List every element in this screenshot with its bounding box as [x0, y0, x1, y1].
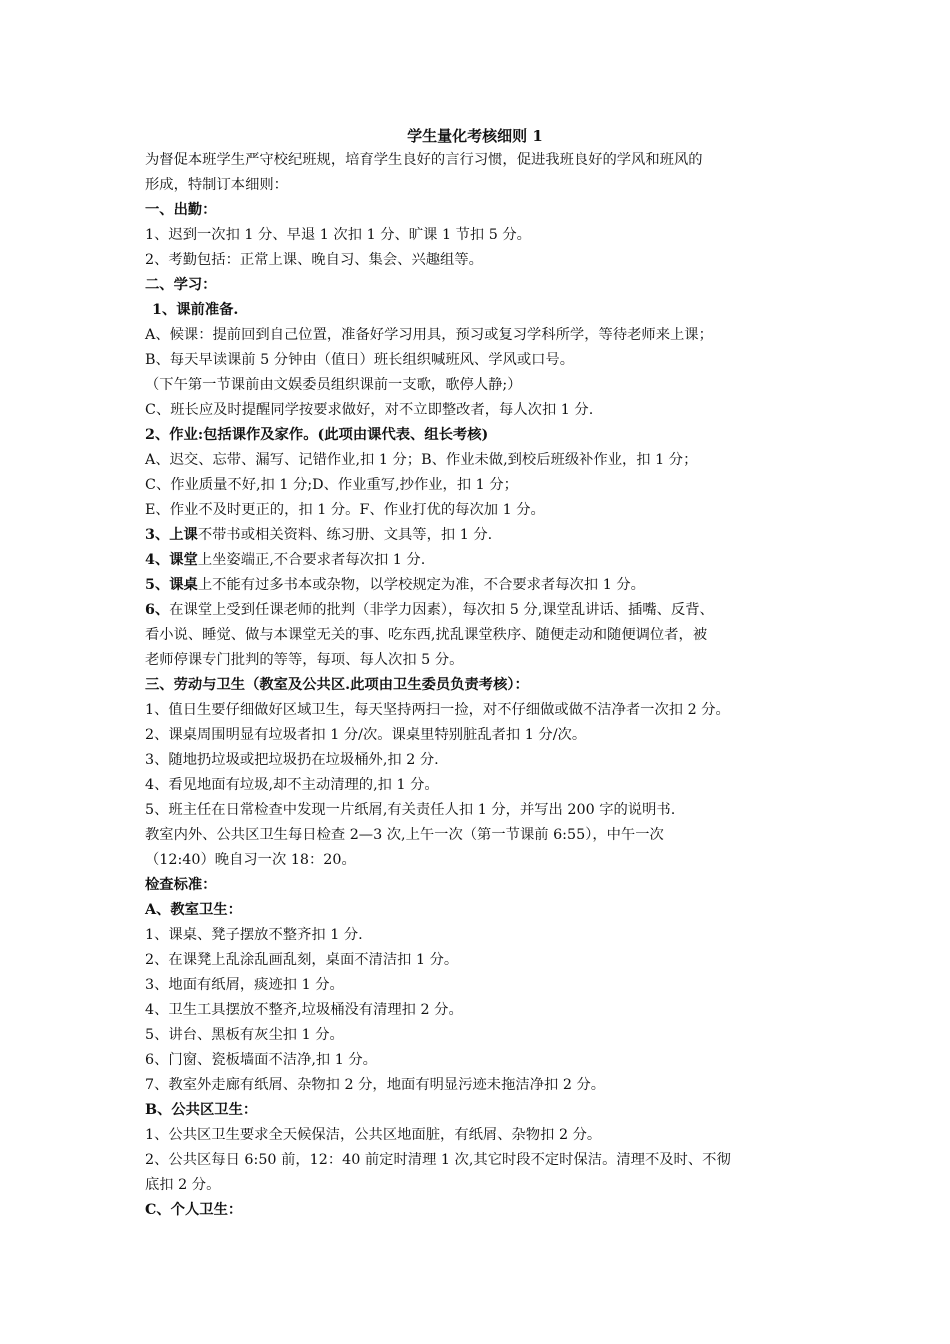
- text-line: 4、卫生工具摆放不整齐,垃圾桶没有清理扣 2 分。: [145, 1002, 463, 1018]
- text-line: C、作业质量不好,扣 1 分;D、作业重写,抄作业，扣 1 分；: [145, 477, 518, 493]
- text-line: [145, 548, 825, 573]
- text-line: 3、地面有纸屑，痰迹扣 1 分。: [145, 977, 344, 993]
- subsection-heading: 1、课前准备.: [152, 302, 239, 318]
- item-text: 上不能有过多书本或杂物，以学校规定为准，不合要求者每次扣 1 分。: [197, 577, 645, 593]
- text-line: 2、考勤包括：正常上课、晚自习、集会、兴趣组等。: [145, 252, 483, 268]
- section-heading: 三、劳动与卫生（教室及公共区.此项由卫生委员负责考核）：: [145, 677, 529, 693]
- text-line: 3、随地扔垃圾或把垃圾扔在垃圾桶外,扣 2 分.: [145, 752, 439, 768]
- item-text: 不带书或相关资料、练习册、文具等，扣 1 分.: [197, 527, 493, 543]
- item-lead: 5、课桌: [145, 577, 198, 593]
- text-line: 1、迟到一次扣 1 分、早退 1 次扣 1 分、旷课 1 节扣 5 分。: [145, 227, 531, 243]
- item-lead: 4、课堂: [145, 552, 198, 568]
- document-body: [145, 148, 825, 1223]
- item-text: 在课堂上受到任课老师的批判（非学力因素），每次扣 5 分,课堂乱讲话、插嘴、反背、: [169, 602, 714, 618]
- text-line: 教室内外、公共区卫生每日检查 2—3 次,上午一次（第一节课前 6:55），中午一次: [145, 827, 664, 843]
- text-line: 1、值日生要仔细做好区域卫生，每天坚持两扫一捡，对不仔细做或做不洁净者一次扣 2 分。: [145, 702, 730, 718]
- text-line: [145, 523, 825, 548]
- text-line: （12:40）晚自习一次 18：20。: [145, 852, 356, 868]
- text-line: [145, 573, 825, 598]
- text-line: 2、公共区每日 6:50 前，12：40 前定时清理 1 次,其它时段不定时保洁。清理不及时、不彻: [145, 1152, 731, 1168]
- section-heading: C、个人卫生：: [145, 1202, 243, 1218]
- text-line: A、迟交、忘带、漏写、记错作业,扣 1 分；B、作业未做,到校后班级补作业，扣 1 分；: [145, 452, 698, 468]
- text-line: 为督促本班学生严守校纪班规，培育学生良好的言行习惯，促进我班良好的学风和班风的: [145, 152, 703, 168]
- section-heading: B、公共区卫生：: [145, 1102, 258, 1118]
- section-heading: 二、学习：: [145, 277, 217, 293]
- text-line: 6、门窗、瓷板墙面不洁净,扣 1 分。: [145, 1052, 377, 1068]
- text-line: [145, 598, 825, 623]
- text-line: 1、公共区卫生要求全天候保洁，公共区地面脏，有纸屑、杂物扣 2 分。: [145, 1127, 602, 1143]
- section-heading: 2、作业:包括课作及家作。(此项由课代表、组长考核): [145, 427, 489, 443]
- document-title: 学生量化考核细则 1: [407, 127, 543, 145]
- text-line: 4、看见地面有垃圾,却不主动清理的,扣 1 分。: [145, 777, 439, 793]
- text-line: 形成，特制订本细则：: [145, 177, 288, 193]
- item-lead: 3、上课: [145, 527, 198, 543]
- text-line: 老师停课专门批判的等等，每项、每人次扣 5 分。: [145, 652, 464, 668]
- text-line: 2、在课凳上乱涂乱画乱刻，桌面不清洁扣 1 分。: [145, 952, 459, 968]
- text-line: B、每天早读课前 5 分钟由（值日）班长组织喊班风、学风或口号。: [145, 352, 575, 368]
- section-heading: 检查标准：: [145, 877, 217, 893]
- text-line: （下午第一节课前由文娱委员组织课前一支歌，歌停人静;）: [145, 377, 522, 393]
- text-line: 1、课桌、凳子摆放不整齐扣 1 分.: [145, 927, 363, 943]
- text-line: 5、班主任在日常检查中发现一片纸屑,有关责任人扣 1 分，并写出 200 字的说明书.: [145, 802, 676, 818]
- section-heading: 一、出勤：: [145, 202, 217, 218]
- text-line: 底扣 2 分。: [145, 1177, 221, 1193]
- text-line: 看小说、睡觉、做与本课堂无关的事、吃东西,扰乱课堂秩序、随便走动和随便调位者，被: [145, 627, 708, 643]
- item-text: 上坐姿端正,不合要求者每次扣 1 分.: [197, 552, 426, 568]
- text-line: 7、教室外走廊有纸屑、杂物扣 2 分，地面有明显污迹未拖洁净扣 2 分。: [145, 1077, 606, 1093]
- text-line: 2、课桌周围明显有垃圾者扣 1 分/次。课桌里特别脏乱者扣 1 分/次。: [145, 727, 587, 743]
- text-line: E、作业不及时更正的，扣 1 分。F、作业打优的每次加 1 分。: [145, 502, 545, 518]
- section-heading: A、教室卫生：: [145, 902, 242, 918]
- item-lead: 6、: [145, 602, 170, 618]
- text-line: A、候课：提前回到自己位置，准备好学习用具，预习或复习学科所学，等待老师来上课；: [145, 327, 713, 343]
- text-line: C、班长应及时提醒同学按要求做好，对不立即整改者，每人次扣 1 分.: [145, 402, 594, 418]
- text-line: 5、讲台、黑板有灰尘扣 1 分。: [145, 1027, 344, 1043]
